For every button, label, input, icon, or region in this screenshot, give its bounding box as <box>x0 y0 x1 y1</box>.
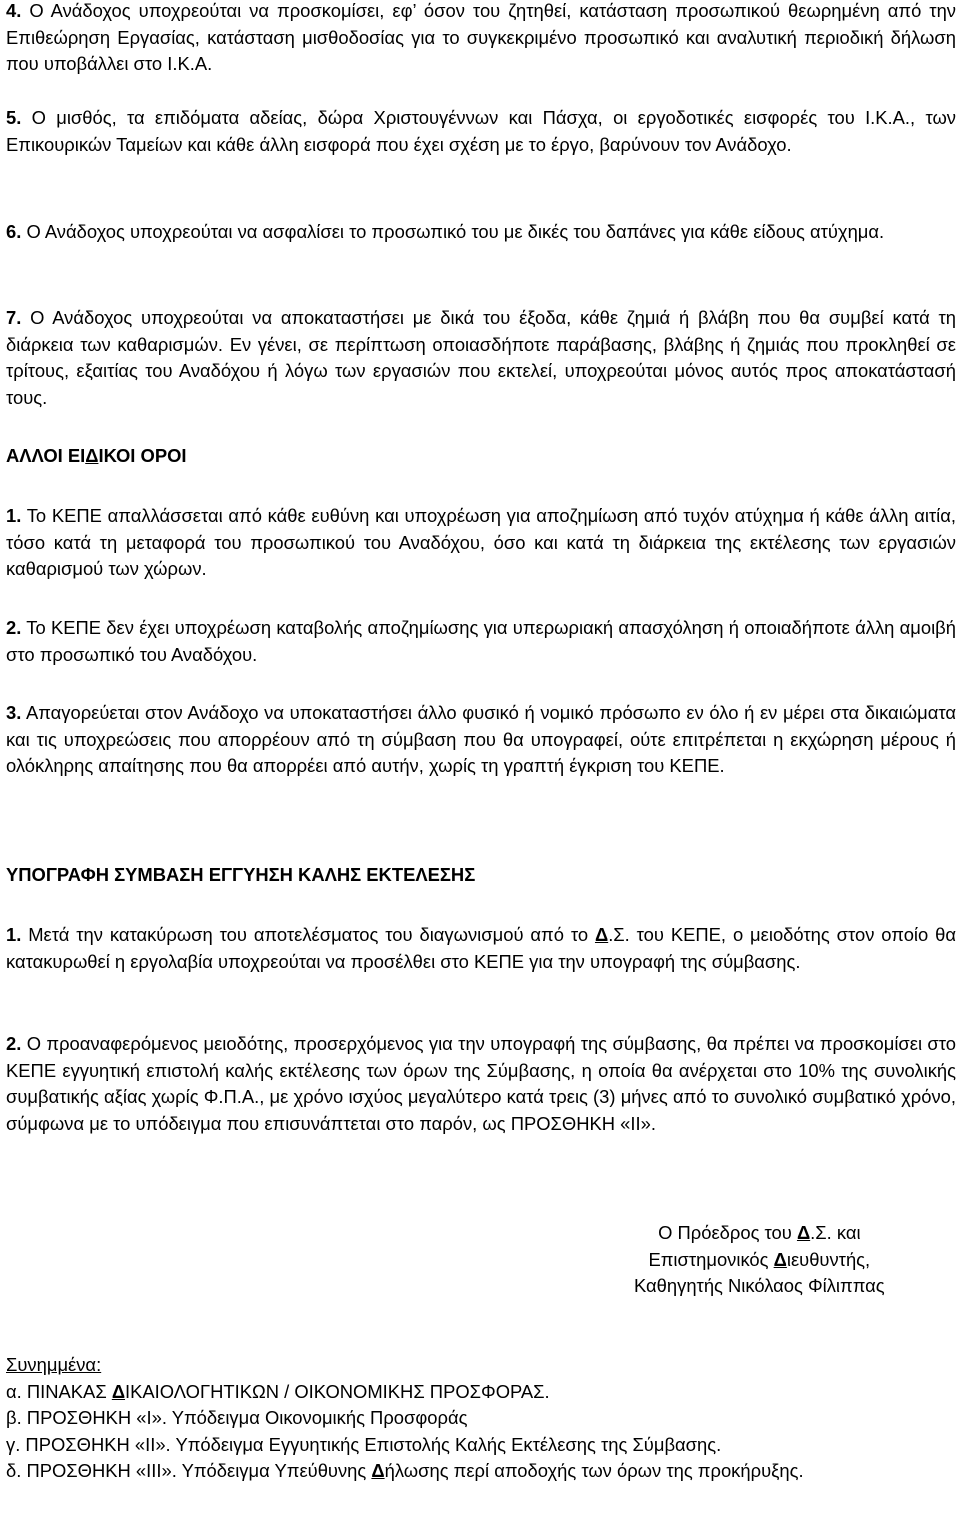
other-term-2 <box>6 615 956 668</box>
paragraph-number: 2. <box>6 1033 22 1054</box>
section-heading-other-terms <box>6 443 187 470</box>
paragraph-text: Ο Ανάδοχος υποχρεούται να ασφαλίσει το προσωπικό του με δικές του δαπάνες για κάθε είδους ατύχημα. <box>21 221 885 242</box>
paragraph-5 <box>6 105 956 158</box>
attachment-text-underlined: Δ <box>111 1380 126 1402</box>
paragraph-number: 7. <box>6 307 22 328</box>
signature-text: ιευθυντής, <box>786 1248 871 1270</box>
attachments-list <box>6 1352 956 1485</box>
paragraph-number: 1. <box>6 505 22 526</box>
heading-part-underlined: Δ <box>85 445 99 466</box>
paragraph-text: Ο προαναφερόμενος μειοδότης, προσερχόμενος για την υπογραφή της σύμβασης, θα πρέπει να προσκομίσει στο ΚΕΠΕ εγγυητική επιστολή καλής εκτέλεσης των όρων της Σύμβασης, η οποία θα ανέρχεται στο 10% της συνολικής συμβατικής αξίας χωρίς Φ.Π.Α., με χρόνο ισχύος μεγαλύτερο κατά τρεις (3) μήνες από το συνολικό συμβατικό χρόνο, σύμφωνα με το υπόδειγμα που επισυνάπτεται στο παρόν, ως ΠΡΟΣΘΗΚΗ «ΙΙ». <box>6 1033 956 1134</box>
paragraph-text: Ο Ανάδοχος υποχρεούται να αποκαταστήσει με δικά του έξοδα, κάθε ζημιά ή βλάβη που θα συμβεί κατά τη διάρκεια των καθαρισμών. Εν γένει, σε περίπτωση οποιασδήποτε παράβασης, βλάβης ή ζημιάς που προκληθεί σε τρίτους, εξαιτίας του Αναδόχου ή λόγω των εργασιών που εκτελεί, υποχρεούται μόνος αυτός προς αποκατάστασή τους. <box>6 307 956 408</box>
section-heading-signing: ΥΠΟΓΡΑΦΗ ΣΥΜΒΑΣΗ ΕΓΓΥΗΣΗ ΚΑΛΗΣ ΕΚΤΕΛΕΣΗΣ <box>6 864 476 885</box>
paragraph-text: Το ΚΕΠΕ δεν έχει υποχρέωση καταβολής αποζημίωσης για υπερωριακή απασχόληση ή οποιαδήποτε άλλη αμοιβή στο προσωπικό του Αναδόχου. <box>6 617 956 665</box>
signature-text-underlined: Δ <box>773 1248 787 1270</box>
attachment-item-c: γ. ΠΡΟΣΘΗΚΗ «ΙΙ». Υπόδειγμα Εγγυητικής Επιστολής Καλής Εκτέλεσης της Σύμβασης. <box>6 1433 722 1455</box>
attachment-text: ήλωσης περί αποδοχής των όρων της προκήρυξης. <box>384 1460 804 1481</box>
signature-line-1 <box>634 1220 885 1247</box>
signature-line-2 <box>634 1247 885 1274</box>
signature-block <box>634 1220 885 1300</box>
heading-part: ΙΚΟΙ ΟΡΟΙ <box>98 445 187 466</box>
attachment-text: α. ΠΙΝΑΚΑΣ <box>6 1380 112 1402</box>
paragraph-number: 2. <box>6 617 22 638</box>
paragraph-number: 3. <box>6 702 22 723</box>
signature-line-3: Καθηγητής Νικόλαος Φίλιππας <box>634 1275 885 1296</box>
paragraph-6 <box>6 219 956 246</box>
paragraph-text: Ο Ανάδοχος υποχρεούται να προσκομίσει, εφ’ όσον του ζητηθεί, κατάσταση προσωπικού θεωρημένη από την Επιθεώρηση Εργασίας, κατάσταση μισθοδοσίας για το συγκεκριμένο προσωπικό και αναλυτική περιοδική δήλωση που υποβάλλει στο Ι.Κ.Α. <box>6 0 956 74</box>
other-term-3 <box>6 700 956 780</box>
paragraph-text: .Σ. του ΚΕΠΕ, ο μειοδότης στον οποίο θα κατακυρωθεί η εργολαβία υποχρεούται να προσέλθει στο ΚΕΠΕ για την υπογραφή της σύμβασης. <box>6 924 956 972</box>
signature-text: Ο Πρόεδρος του <box>658 1222 797 1243</box>
other-term-1 <box>6 503 956 583</box>
heading-part: ΑΛΛΟΙ ΕΙ <box>6 445 86 466</box>
paragraph-text: Το ΚΕΠΕ απαλλάσσεται από κάθε ευθύνη και υποχρέωση για αποζημίωση από τυχόν ατύχημα ή κάθε άλλη αιτία, τόσο κατά τη μεταφορά του προσωπικού του Αναδόχου, όσο και κατά τη διάρκεια της εκτέλεσης των εργασιών καθαρισμού των χώρων. <box>6 505 956 579</box>
signing-item-1 <box>6 922 956 975</box>
paragraph-number: 4. <box>6 0 22 21</box>
paragraph-text: Μετά την κατακύρωση του αποτελέσματος του διαγωνισμού από το <box>21 924 595 945</box>
signing-item-2 <box>6 1031 956 1137</box>
attachment-item-a <box>6 1379 956 1406</box>
paragraph-number: 5. <box>6 107 22 128</box>
attachments-title: Συνημμένα: <box>6 1354 102 1375</box>
signature-text-underlined: Δ <box>796 1222 811 1243</box>
attachment-item-b: β. ΠΡΟΣΘΗΚΗ «Ι». Υπόδειγμα Οικονομικής Προσφοράς <box>6 1407 468 1428</box>
paragraph-number: 1. <box>6 924 22 945</box>
paragraph-text: Απαγορεύεται στον Ανάδοχο να υποκαταστήσει άλλο φυσικό ή νομικό πρόσωπο εν όλο ή εν μέρει στα δικαιώματα και τις υποχρεώσεις που απορρέουν από τη σύμβαση που θα υπογραφεί, ούτε επιτρέπεται η εκχώρηση μέρους ή ολόκληρης απαίτησης που θα απορρέει από αυτήν, χωρίς τη γραπτή έγκριση του ΚΕΠΕ. <box>6 702 956 776</box>
paragraph-number: 6. <box>6 221 22 242</box>
attachment-text: δ. ΠΡΟΣΘΗΚΗ «ΙΙΙ». Υπόδειγμα Υπεύθυνης <box>6 1460 372 1481</box>
signature-text: Επιστημονικός <box>648 1248 774 1270</box>
paragraph-7 <box>6 305 956 411</box>
paragraph-text: Ο μισθός, τα επιδόματα αδείας, δώρα Χριστουγέννων και Πάσχα, οι εργοδοτικές εισφορές του Ι.Κ.Α., των Επικουρικών Ταμείων και κάθε άλλη εισφορά που έχει σχέση με το έργο, βαρύνουν τον Ανάδοχο. <box>6 107 956 155</box>
attachment-text-underlined: Δ <box>371 1460 385 1481</box>
paragraph-text-underlined: Δ <box>594 924 609 945</box>
paragraph-4 <box>6 0 956 78</box>
signature-text: .Σ. και <box>810 1222 861 1243</box>
attachment-text: ΙΚΑΙΟΛΟΓΗΤΙΚΩΝ / ΟΙΚΟΝΟΜΙΚΗΣ ΠΡΟΣΦΟΡΑΣ. <box>125 1380 550 1402</box>
attachment-item-d <box>6 1458 876 1485</box>
